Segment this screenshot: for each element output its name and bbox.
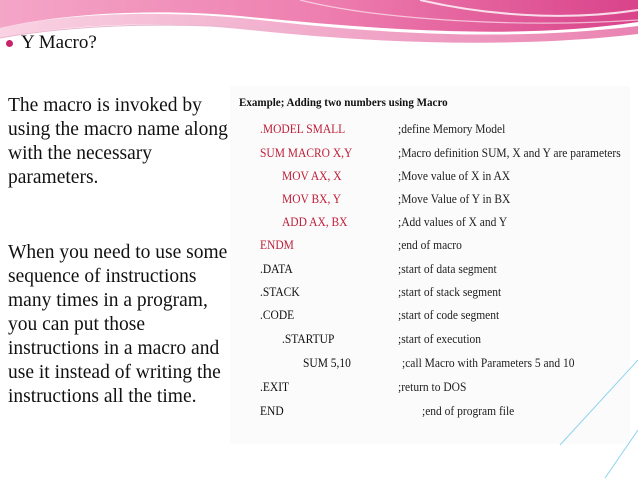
code-comment: ;start of code segment <box>398 308 500 322</box>
code-line <box>230 262 630 280</box>
code-comment: ;Macro definition SUM, X and Y are parameters <box>398 146 621 160</box>
code-line <box>230 192 630 210</box>
code-instruction: ADD AX, BX <box>282 215 348 229</box>
code-line <box>230 238 630 256</box>
code-comment: ;end of macro <box>398 238 462 252</box>
code-line <box>230 169 630 187</box>
code-instruction: MOV AX, X <box>282 169 342 183</box>
code-comment: ;end of program file <box>422 404 515 418</box>
example-title: Example; Adding two numbers using Macro <box>239 95 448 109</box>
code-instruction: .MODEL SMALL <box>260 122 346 136</box>
code-instruction: SUM MACRO X,Y <box>260 146 353 160</box>
code-comment: ;Move Value of Y in BX <box>398 192 511 206</box>
code-instruction: MOV BX, Y <box>282 192 342 206</box>
code-comment: ;Add values of X and Y <box>398 215 508 229</box>
heading-text: Y Macro? <box>21 32 97 53</box>
code-instruction: ENDM <box>260 238 294 252</box>
code-comment: ;Move value of X in AX <box>398 169 511 183</box>
code-instruction: .EXIT <box>260 380 290 394</box>
code-instruction: .STACK <box>260 285 300 299</box>
code-line <box>230 380 630 398</box>
code-instruction: .STARTUP <box>282 332 335 346</box>
code-instruction: .DATA <box>260 262 293 276</box>
code-line <box>230 356 630 374</box>
code-comment: ;start of execution <box>398 332 482 346</box>
paragraph-invocation: The macro is invoked by using the macro name along with the necessary parameters. <box>8 95 228 188</box>
code-comment: ;start of data segment <box>398 262 497 276</box>
code-line <box>230 215 630 233</box>
code-line <box>230 122 630 140</box>
code-instruction: SUM 5,10 <box>303 356 351 370</box>
code-comment: ;start of stack segment <box>398 285 502 299</box>
code-comment: ;define Memory Model <box>398 122 506 136</box>
code-example-image <box>230 86 630 444</box>
code-line <box>230 285 630 303</box>
code-line <box>230 146 630 164</box>
code-line <box>230 308 630 326</box>
code-comment: ;return to DOS <box>398 380 467 394</box>
code-comment: ;call Macro with Parameters 5 and 10 <box>402 356 575 370</box>
paragraph-usage: When you need to use some sequence of instructions many times in a program, you can put those instructions in a macro and use it instead of writing the instructions all the time. <box>8 242 228 407</box>
code-instruction: .CODE <box>260 308 295 322</box>
code-instruction: END <box>260 404 284 418</box>
code-line <box>230 404 630 422</box>
slide-heading <box>6 32 97 54</box>
bullet-icon <box>6 40 13 47</box>
code-line <box>230 332 630 350</box>
